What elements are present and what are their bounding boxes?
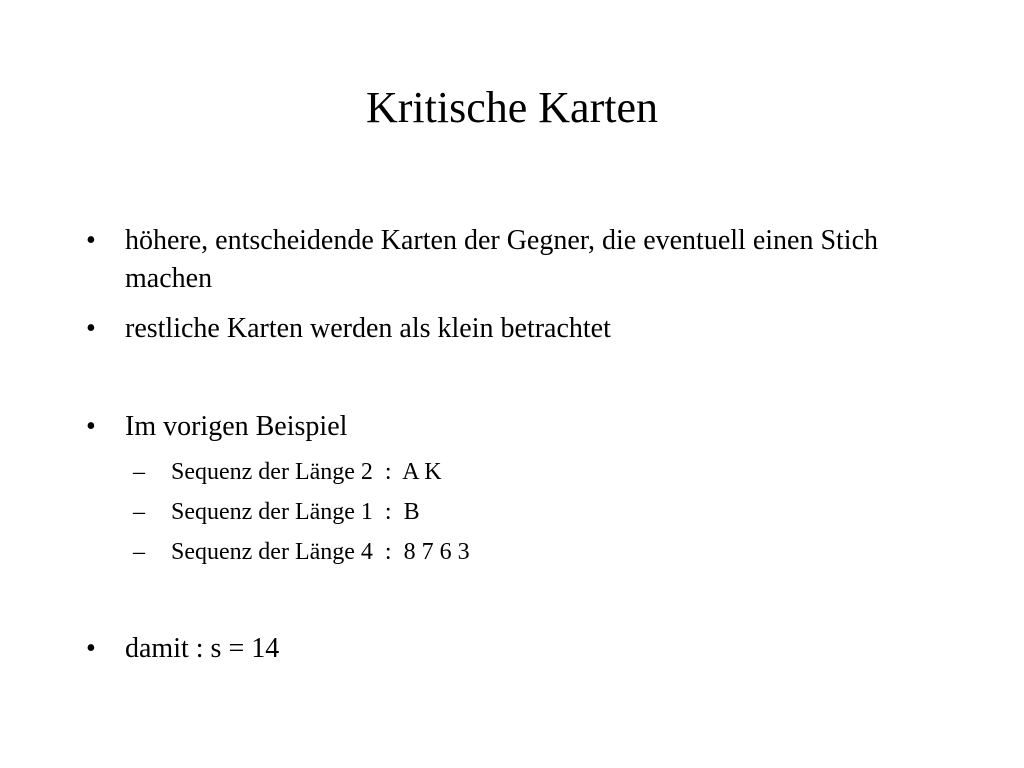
bullet-marker: •	[86, 313, 96, 344]
bullet-marker: •	[86, 411, 96, 442]
bullet-text: Im vorigen Beispiel	[125, 411, 348, 442]
bullet-item	[86, 408, 946, 446]
slide-title: Kritische Karten	[366, 83, 658, 132]
bullet-text: damit : s = 14	[125, 633, 280, 664]
bullet-text: höhere, entscheidende Karten der Gegner, die eventuell einen Stich machen	[125, 225, 879, 294]
bullet-item	[86, 310, 946, 348]
bullet-item	[86, 630, 946, 668]
sub-item	[133, 457, 833, 487]
sub-item	[133, 497, 833, 527]
sub-marker: –	[133, 539, 145, 565]
sub-text: Sequenz der Länge 1 : B	[171, 499, 420, 525]
bullet-item	[86, 222, 946, 298]
sub-text: Sequenz der Länge 4 : 8 7 6 3	[171, 539, 470, 565]
bullet-marker: •	[86, 633, 96, 664]
sub-text: Sequenz der Länge 2 : A K	[171, 459, 442, 485]
sub-marker: –	[133, 499, 145, 525]
sub-marker: –	[133, 459, 145, 485]
bullet-text: restliche Karten werden als klein betrachtet	[125, 313, 611, 344]
bullet-marker: •	[86, 225, 96, 256]
sub-item	[133, 537, 833, 567]
